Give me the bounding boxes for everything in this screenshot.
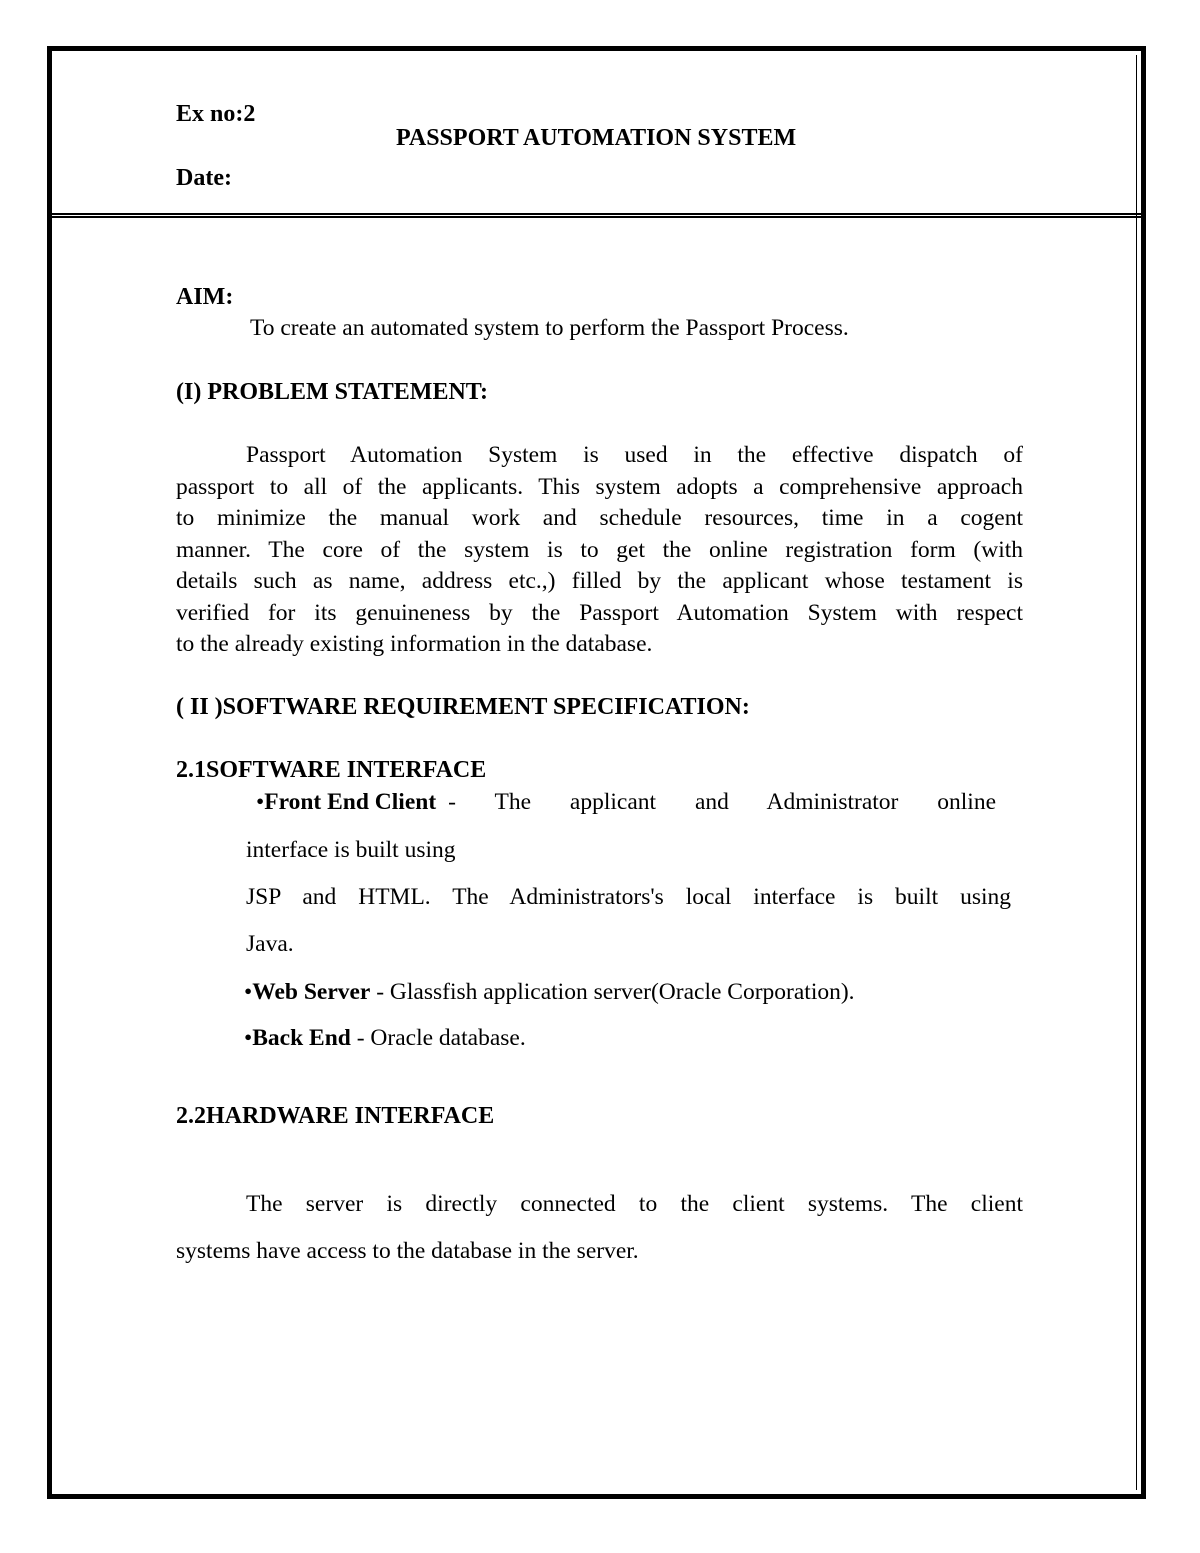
problem-line: to minimize the manual work and schedule resources, time in a cogent xyxy=(176,505,1023,531)
bullet: • xyxy=(244,1025,253,1051)
front-end-client-line4: Java. xyxy=(246,931,294,957)
software-interface-heading: 2.1SOFTWARE INTERFACE xyxy=(176,757,487,783)
srs-heading: ( II )SOFTWARE REQUIREMENT SPECIFICATION: xyxy=(176,694,750,720)
back-end-item xyxy=(244,1023,526,1053)
bullet: • xyxy=(256,789,265,815)
problem-line: passport to all of the applicants. This system adopts a comprehensive approach xyxy=(176,473,1023,500)
back-end-text: - Oracle database. xyxy=(356,1025,526,1051)
web-server-label: Web Server xyxy=(252,979,371,1005)
front-end-client-line3: JSP and HTML. The Administrators's local interface is built using xyxy=(246,884,1011,910)
front-end-client-line2: interface is built using xyxy=(246,837,456,863)
front-end-client-text: - The applicant and Administrator online xyxy=(448,789,996,815)
hardware-line: The server is directly connected to the client systems. The client xyxy=(246,1191,1023,1217)
bullet: • xyxy=(244,979,253,1005)
problem-line: Passport Automation System is used in the effective dispatch of xyxy=(246,442,1023,468)
document-title: PASSPORT AUTOMATION SYSTEM xyxy=(396,125,797,151)
problem-statement-paragraph xyxy=(176,440,1023,661)
problem-statement-heading: (I) PROBLEM STATEMENT: xyxy=(176,379,489,405)
back-end-label: Back End xyxy=(252,1025,351,1051)
hardware-interface-heading: 2.2HARDWARE INTERFACE xyxy=(176,1103,495,1129)
aim-text: To create an automated system to perform the Passport Process. xyxy=(250,315,849,341)
problem-line: to the already existing information in the database. xyxy=(176,631,653,657)
front-end-client-label: Front End Client xyxy=(264,789,437,815)
web-server-text: - Glassfish application server(Oracle Corporation). xyxy=(376,979,855,1005)
web-server-item xyxy=(244,977,855,1007)
exercise-number: Ex no:2 xyxy=(176,101,256,127)
problem-line: manner. The core of the system is to get the online registration form (with xyxy=(176,536,1023,563)
aim-heading: AIM: xyxy=(176,284,234,310)
hardware-line: systems have access to the database in the server. xyxy=(176,1238,639,1264)
problem-line: details such as name, address etc.,) filled by the applicant whose testament is xyxy=(176,568,1023,594)
header-divider xyxy=(52,213,1141,218)
date-label: Date: xyxy=(176,165,232,191)
hardware-interface-paragraph xyxy=(176,1181,1023,1275)
front-end-client-item xyxy=(256,787,996,817)
problem-line: verified for its genuineness by the Passport Automation System with respect xyxy=(176,599,1023,626)
